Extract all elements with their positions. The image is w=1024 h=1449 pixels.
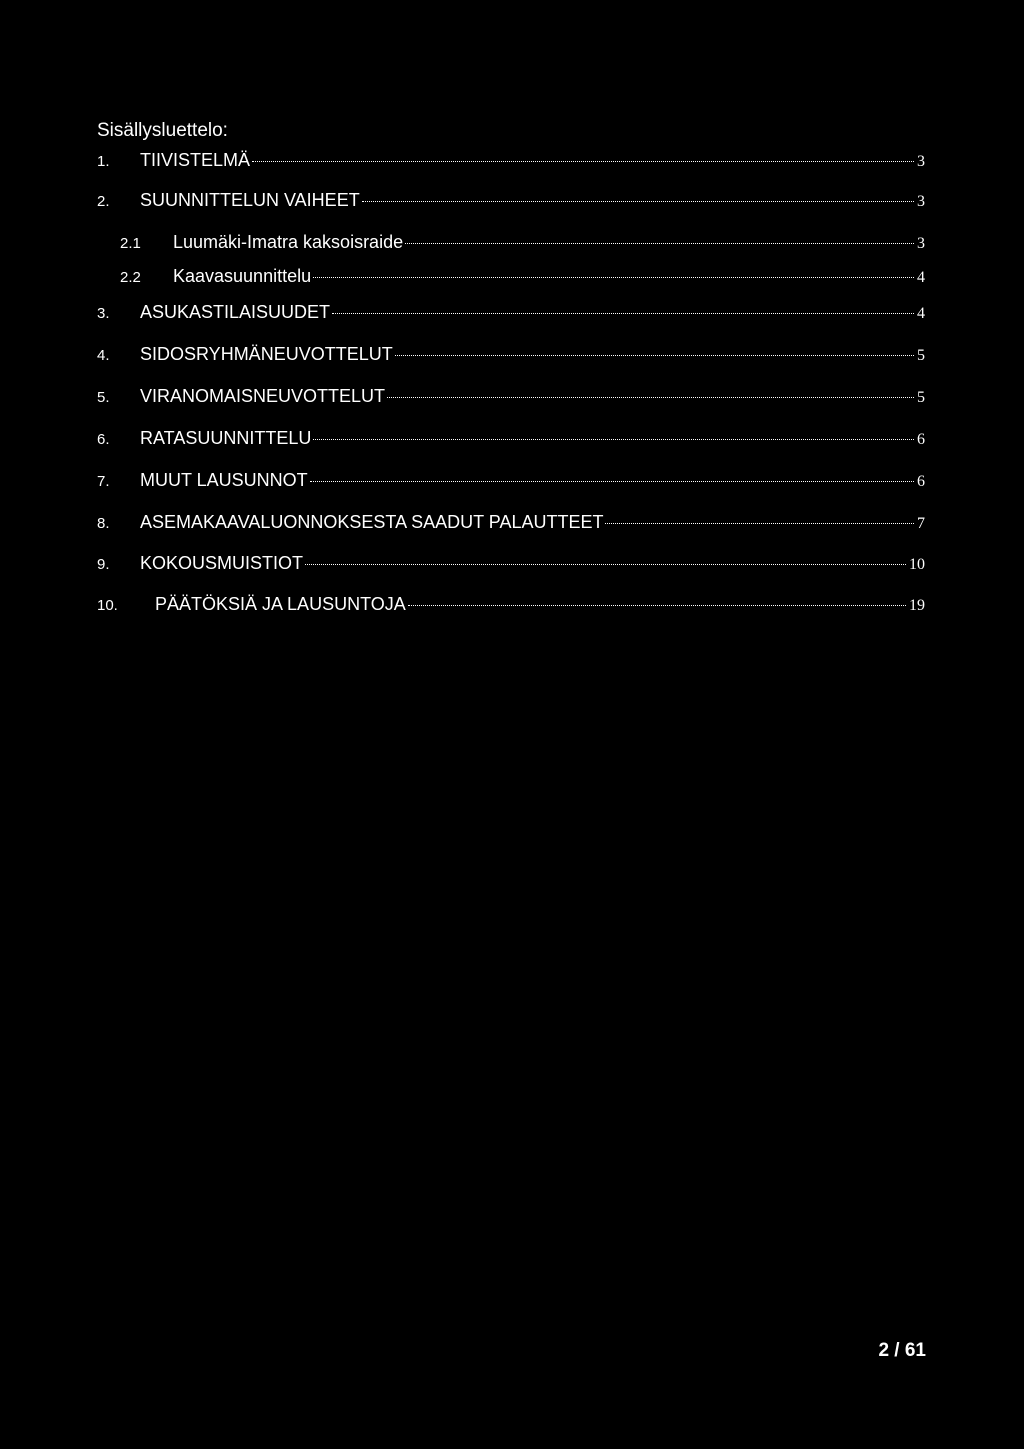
toc-leader-dots [408, 605, 906, 606]
toc-entry-page: 3 [917, 193, 925, 210]
toc-entry-number: 6. [97, 431, 110, 448]
toc-entry-number: 2.1 [120, 235, 141, 252]
toc-entry-label: PÄÄTÖKSIÄ JA LAUSUNTOJA [155, 594, 406, 614]
toc-entry-page: 19 [909, 597, 925, 614]
toc-leader-dots [310, 481, 914, 482]
page-number: 2 / 61 [878, 1340, 926, 1361]
toc-entry-page: 6 [917, 473, 925, 490]
toc-entry-kaksoisraide[interactable] [97, 232, 925, 256]
toc-entry-page: 10 [909, 556, 925, 573]
toc-entry-asukastilaisuudet[interactable] [97, 302, 925, 326]
toc-leader-dots [395, 355, 914, 356]
toc-entry-number: 10. [97, 597, 118, 614]
toc-entry-page: 3 [917, 153, 925, 170]
toc-leader-dots [305, 564, 906, 565]
toc-entry-suunnittelun-vaiheet[interactable] [97, 190, 925, 214]
toc-entry-page: 6 [917, 431, 925, 448]
toc-entry-paatoksia-lausuntoja[interactable] [97, 594, 925, 618]
toc-entry-page: 5 [917, 389, 925, 406]
toc-entry-number: 8. [97, 515, 110, 532]
toc-entry-label: RATASUUNNITTELU [140, 428, 312, 448]
toc-entry-page: 4 [917, 269, 925, 286]
toc-leader-dots [332, 313, 914, 314]
toc-entry-page: 4 [917, 305, 925, 322]
toc-entry-muut-lausunnot[interactable] [97, 470, 925, 494]
toc-entry-number: 2.2 [120, 269, 141, 286]
toc-entry-ratasuunnittelu[interactable] [97, 428, 925, 452]
toc-entry-label: MUUT LAUSUNNOT [140, 470, 308, 490]
toc-leader-dots [313, 439, 914, 440]
toc-entry-kaavasuunnittelu[interactable] [97, 266, 925, 290]
toc-leader-dots [605, 523, 914, 524]
toc-entry-number: 4. [97, 347, 110, 364]
toc-entry-number: 9. [97, 556, 110, 573]
toc-entry-label: VIRANOMAISNEUVOTTELUT [140, 386, 386, 406]
toc-entry-number: 7. [97, 473, 110, 490]
toc-leader-dots [313, 277, 914, 278]
toc-entry-tiivistelma[interactable] [97, 150, 925, 174]
toc-entry-label: ASUKASTILAISUUDET [140, 302, 331, 322]
toc-entry-label: Luumäki-Imatra kaksoisraide [173, 232, 404, 252]
toc-entry-page: 7 [917, 515, 925, 532]
toc-entry-viranomaisneuvottelut[interactable] [97, 386, 925, 410]
toc-entry-label: SUUNNITTELUN VAIHEET [140, 190, 360, 210]
toc-leader-dots [387, 397, 914, 398]
toc-leader-dots [362, 201, 914, 202]
toc-entry-label: Kaavasuunnittelu [173, 266, 312, 286]
toc-entry-label: TIIVISTELMÄ [140, 150, 251, 170]
toc-entry-number: 5. [97, 389, 110, 406]
toc-entry-label: ASEMAKAAVALUONNOKSESTA SAADUT PALAUTTEET [140, 512, 604, 532]
toc-entry-asemakaava-palautteet[interactable] [97, 512, 925, 536]
toc-title: Sisällysluettelo: [97, 120, 228, 141]
toc-entry-sidosryhmaneuvottelut[interactable] [97, 344, 925, 368]
toc-entry-number: 2. [97, 193, 110, 210]
toc-entry-page: 5 [917, 347, 925, 364]
toc-entry-number: 1. [97, 153, 110, 170]
toc-entry-number: 3. [97, 305, 110, 322]
toc-entry-page: 3 [917, 235, 925, 252]
toc-entry-kokousmuistiot[interactable] [97, 553, 925, 577]
toc-leader-dots [252, 161, 914, 162]
toc-entry-label: KOKOUSMUISTIOT [140, 553, 304, 573]
toc-entry-label: SIDOSRYHMÄNEUVOTTELUT [140, 344, 393, 364]
toc-leader-dots [405, 243, 914, 244]
